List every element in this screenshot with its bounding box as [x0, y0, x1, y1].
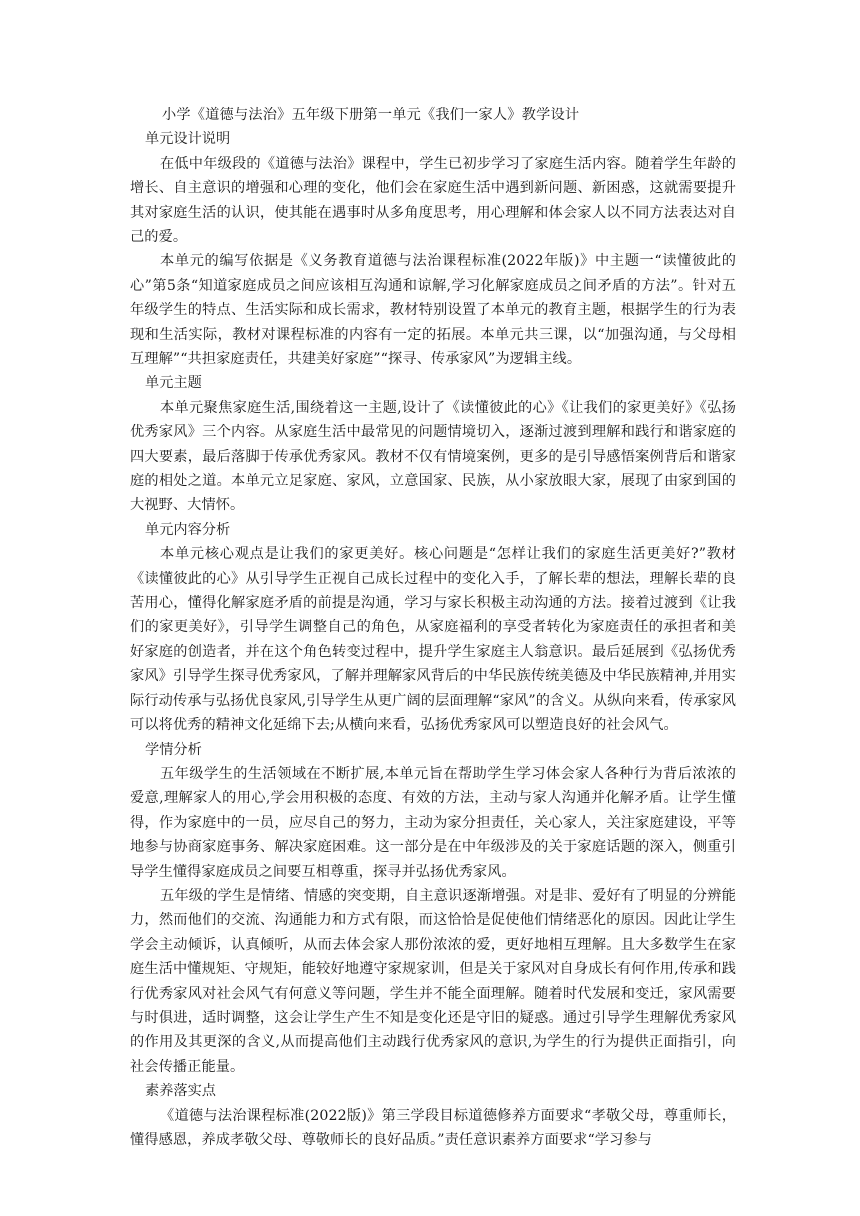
- document-title: 小学《道德与法治》五年级下册第一单元《我们一家人》教学设计: [162, 107, 580, 123]
- section-unit-theme: [130, 371, 736, 517]
- paragraph: 在低中年级段的《道德与法治》课程中，学生已初步学习了家庭生活内容。随着学生年龄的增长、自主意识的增强和心理的变化，他们会在家庭生活中遇到新问题、新困惑，这就需要提升其对家庭生活的认识，使其能在遇事时从多角度思考，用心理解和体会家人以不同方法表达对自己的爱。: [130, 155, 736, 245]
- section-literacy-points: [130, 1079, 736, 1152]
- section-learner-analysis: [130, 738, 736, 1080]
- section-heading: 单元内容分析: [145, 521, 231, 538]
- section-heading: 学情分析: [145, 741, 202, 758]
- section-heading: 单元设计说明: [145, 131, 231, 148]
- section-unit-content-analysis: [130, 518, 736, 738]
- paragraph: 本单元的编写依据是《义务教育道德与法治课程标准(2022年版)》中主题一“读懂彼此的心”第5条“知道家庭成员之间应该相互沟通和谅解,学习化解家庭成员之间矛盾的方法”。针对五年级学生的特点、生活实际和成长需求，教材特别设置了本单元的教育主题，根据学生的行为表现和生活实际，教材对课程标准的内容有一定的拓展。本单元共三课，以“加强沟通，与父母相互理解”“共担家庭责任，共建美好家庭”“探寻、传承家风”为逻辑主线。: [130, 253, 736, 368]
- section-heading: 单元主题: [145, 375, 202, 392]
- paragraph: 《道德与法治课程标准(2022版)》第三学段目标道德修养方面要求“孝敬父母，尊重师长，懂得感恩，养成孝敬父母、尊敬师长的良好品质。”责任意识素养方面要求“学习参与: [130, 1107, 736, 1148]
- paragraph: 本单元聚焦家庭生活,围绕着这一主题,设计了《读懂彼此的心》《让我们的家更美好》《弘扬优秀家风》三个内容。从家庭生活中最常见的问题情境切入，逐渐过渡到理解和践行和谐家庭的四大要素，最后落脚于传承优秀家风。教材不仅有情境案例，更多的是引导感悟案例背后和谐家庭的相处之道。本单元立足家庭、家风，立意国家、民族，从小家放眼大家，展现了由家到国的大视野、大情怀。: [130, 399, 736, 514]
- paragraph: 五年级的学生是情绪、情感的突变期，自主意识逐渐增强。对是非、爱好有了明显的分辨能力，然而他们的交流、沟通能力和方式有限，而这恰恰是促使他们情绪恶化的原因。因此让学生学会主动倾诉，认真倾听，从而去体会家人那份浓浓的爱，更好地相互理解。且大多数学生在家庭生活中懂规矩、守规矩，能较好地遵守家规家训，但是关于家风对自身成长有何作用,传承和践行优秀家风对社会风气有何意义等问题，学生并不能全面理解。随着时代发展和变迁，家风需要与时俱进，适时调整，这会让学生产生不知是变化还是守旧的疑惑。通过引导学生理解优秀家风的作用及其更深的含义,从而提高他们主动践行优秀家风的意识,为学生的行为提供正面指引，向社会传播正能量。: [130, 887, 736, 1075]
- paragraph: 本单元核心观点是让我们的家更美好。核心问题是“怎样让我们的家庭生活更美好?”教材《读懂彼此的心》从引导学生正视自己成长过程中的变化入手，了解长辈的想法，理解长辈的良苦用心，懂得化解家庭矛盾的前提是沟通，学习与家长积极主动沟通的方法。接着过渡到《让我们的家更美好》，引导学生调整自己的角色，从家庭福利的享受者转化为家庭责任的承担者和美好家庭的创造者，并在这个角色转变过程中，提升学生家庭主人翁意识。最后延展到《弘扬优秀家风》引导学生探寻优秀家风，了解并理解家风背后的中华民族传统美德及中华民族精神,并用实际行动传承与弘扬优良家风,引导学生从更广阔的层面理解“家风”的含义。从纵向来看，传承家风可以将优秀的精神文化延绵下去;从横向来看，弘扬优秀家风可以塑造良好的社会风气。: [130, 546, 736, 734]
- document-page: [130, 103, 736, 1152]
- section-unit-design-notes: [130, 127, 736, 371]
- paragraph: 五年级学生的生活领域在不断扩展,本单元旨在帮助学生学习体会家人各种行为背后浓浓的爱意,理解家人的用心,学会用积极的态度、有效的方法，主动与家人沟通并化解矛盾。让学生懂得，作为家庭中的一员，应尽自己的努力，主动为家分担责任，关心家人，关注家庭建设，平等地参与协商家庭事务、解决家庭困难。这一部分是在中年级涉及的关于家庭话题的深入，侧重引导学生懂得家庭成员之间要互相尊重，探寻并弘扬优秀家风。: [130, 765, 736, 880]
- section-heading: 素养落实点: [145, 1083, 216, 1100]
